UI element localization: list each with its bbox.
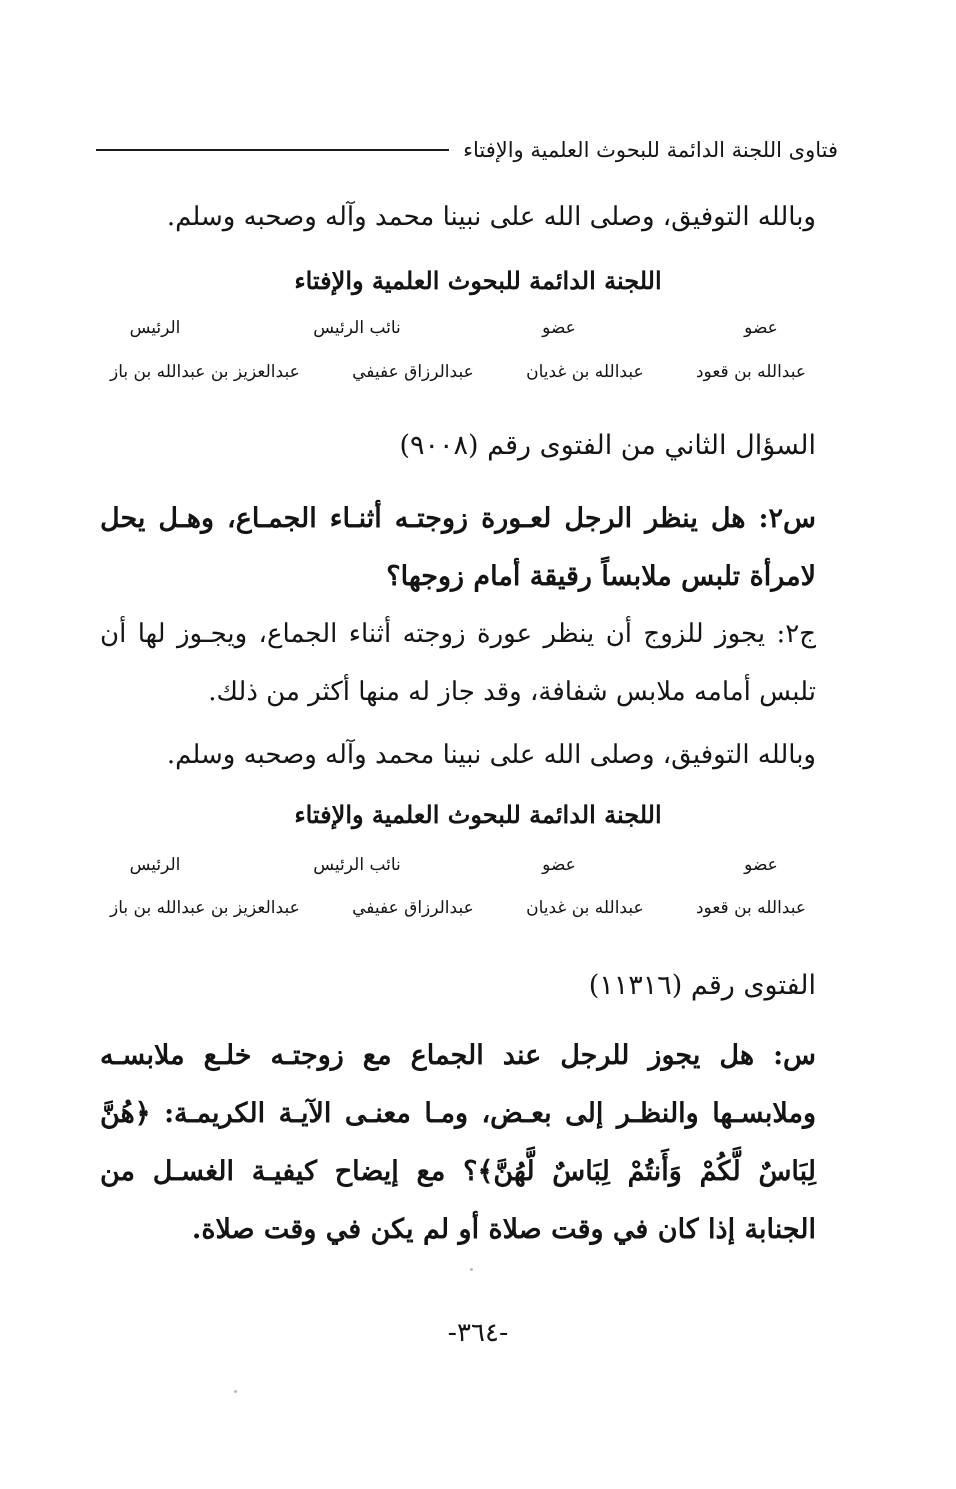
- signatory-name: عبدالله بن غديان: [526, 362, 644, 382]
- committee-name-2: اللجنة الدائمة للبحوث العلمية والإفتاء: [294, 800, 662, 829]
- role-member-2: عضو: [542, 318, 576, 338]
- question-text-part1: س: هل يجوز للرجل عند الجماع مع زوجتـه خلـع ملابسـه وملابسـها والنظـر إلى بعـض، ومـا معنـى الآيـة الكريمـة:: [100, 1040, 816, 1129]
- header-rule: [96, 149, 449, 151]
- question-text-part2: ؟ مع إيضاح كيفيـة الغسـل من الجنابة إذا كان في وقت صلاة أو لم يكن في وقت صلاة.: [100, 1156, 816, 1245]
- committee-name-1: اللجنة الدائمة للبحوث العلمية والإفتاء: [294, 266, 662, 295]
- scan-speck: [234, 1390, 237, 1393]
- fatwa-heading-9008: السؤال الثاني من الفتوى رقم (٩٠٠٨): [399, 430, 816, 461]
- running-title: فتاوى اللجنة الدائمة للبحوث العلمية والإفتاء: [463, 138, 838, 162]
- role-member-2: عضو: [542, 855, 576, 875]
- question-paragraph-1: س٢: هل ينظر الرجل لعـورة زوجتـه أثنـاء الجمـاع، وهـل يحل لامرأة تلبس ملابساً رقيقة أمام زوجها؟: [100, 503, 816, 592]
- fatwa-heading-11316: الفتوى رقم (١١٣١٦): [588, 970, 816, 1001]
- answer-paragraph-1: ج٢: يجوز للزوج أن ينظر عورة زوجته أثناء الجماع، ويجـوز لها أن تلبس أمامه ملابس شفافة، وقد جاز له منها أكثر من ذلك.: [100, 619, 816, 707]
- signatory-name: عبدالعزيز بن عبدالله بن باز: [110, 898, 300, 918]
- role-member-1: عضو: [744, 318, 778, 338]
- role-vice-chair: نائب الرئيس: [313, 318, 401, 338]
- quran-verse-reference: ﴿هُنَّ لِبَاسٌ لَّكُمْ وَأَنتُمْ لِبَاسٌ لَّهُنَّ﴾: [100, 1098, 817, 1187]
- signature-roles-2: [110, 855, 806, 875]
- role-member-1: عضو: [744, 855, 778, 875]
- closing-line-2: وبالله التوفيق، وصلى الله على نبينا محمد وآله وصحبه وسلم.: [166, 740, 816, 770]
- question-paragraph-2: [100, 1027, 816, 1259]
- signatory-name: عبدالله بن قعود: [695, 898, 806, 918]
- closing-line-1: وبالله التوفيق، وصلى الله على نبينا محمد وآله وصحبه وسلم.: [166, 202, 816, 232]
- scan-speck: [470, 1268, 473, 1271]
- signature-roles-1: [110, 318, 806, 338]
- signatory-name: عبدالرزاق عفيفي: [352, 898, 474, 918]
- role-chair: الرئيس: [129, 855, 181, 875]
- running-header: [96, 132, 838, 168]
- role-vice-chair: نائب الرئيس: [313, 855, 401, 875]
- signatory-name: عبدالله بن قعود: [695, 362, 806, 382]
- signatory-name: عبدالله بن غديان: [526, 898, 644, 918]
- signatory-name: عبدالعزيز بن عبدالله بن باز: [110, 362, 300, 382]
- signature-names-1: [110, 362, 806, 382]
- role-chair: الرئيس: [129, 318, 181, 338]
- page-number: -٣٦٤-: [447, 1318, 509, 1348]
- signatory-name: عبدالرزاق عفيفي: [352, 362, 474, 382]
- signature-names-2: [110, 898, 806, 918]
